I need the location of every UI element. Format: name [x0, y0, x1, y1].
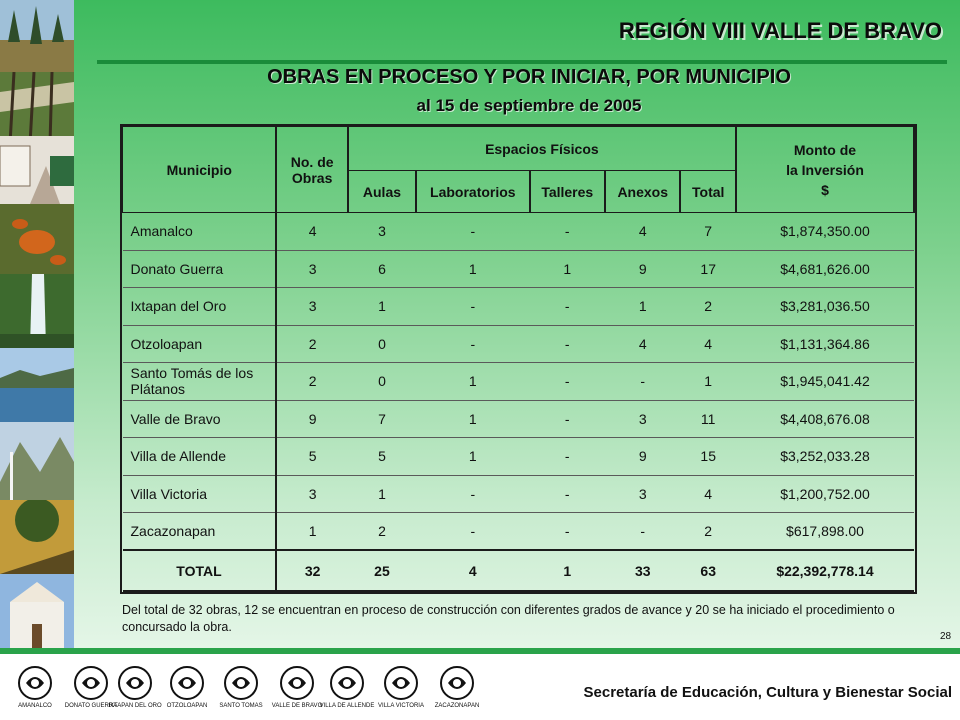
table-row — [123, 250, 915, 288]
table-cell-labs: 1 — [416, 400, 529, 438]
table-cell-anexos: 4 — [605, 325, 680, 363]
total-row — [123, 550, 915, 591]
table-cell-obras: 3 — [276, 288, 347, 326]
table-cell-total: 15 — [680, 438, 736, 476]
header-laboratorios: Laboratorios — [416, 171, 529, 213]
table-cell-labs: 1 — [416, 250, 529, 288]
region-title: REGIÓN VIII VALLE DE BRAVO — [618, 18, 942, 43]
total-cell-labs: 4 — [416, 550, 529, 591]
table-cell-talleres: - — [530, 325, 605, 363]
municipio-label: AMANALCO — [18, 703, 52, 709]
table-cell-aulas: 2 — [348, 513, 416, 551]
header-monto-line3: $ — [821, 181, 829, 198]
table-cell-obras: 3 — [276, 250, 347, 288]
total-cell-total: 63 — [680, 550, 736, 591]
municipio-glyph-icon — [220, 663, 262, 701]
municipio-label: ZACAZONAPAN — [434, 703, 480, 709]
table-cell-talleres: - — [530, 400, 605, 438]
table-cell-total: 2 — [680, 288, 736, 326]
table-cell-anexos: 9 — [605, 250, 680, 288]
municipio-label: VILLA DE ALLENDE — [319, 703, 375, 709]
table-cell-monto: $4,681,626.00 — [736, 250, 914, 288]
municipio-label: DONATO GUERRA — [64, 703, 118, 709]
total-cell-obras: 32 — [276, 550, 347, 591]
table-cell-aulas: 6 — [348, 250, 416, 288]
municipio-glyph-icon — [436, 663, 478, 701]
table-cell-monto: $3,252,033.28 — [736, 438, 914, 476]
municipio-label: VALLE DE BRAVO — [271, 703, 323, 709]
municipio-glyph-icon — [14, 663, 56, 701]
table-cell-obras: 4 — [276, 213, 347, 251]
table-cell-talleres: - — [530, 513, 605, 551]
table-cell-total: 17 — [680, 250, 736, 288]
table-cell-aulas: 0 — [348, 363, 416, 401]
table-cell-talleres: - — [530, 438, 605, 476]
table-cell-municipio: Santo Tomás de los Plátanos — [123, 363, 277, 401]
table-cell-labs: - — [416, 288, 529, 326]
total-cell-aulas: 25 — [348, 550, 416, 591]
table-cell-monto: $1,874,350.00 — [736, 213, 914, 251]
table-cell-monto: $617,898.00 — [736, 513, 914, 551]
municipio-glyph-icon — [114, 663, 156, 701]
table-cell-aulas: 7 — [348, 400, 416, 438]
municipio-glyph-icon — [276, 663, 318, 701]
table-cell-talleres: - — [530, 288, 605, 326]
table-row — [123, 513, 915, 551]
table-cell-municipio: Amanalco — [123, 213, 277, 251]
header-municipio: Municipio — [123, 127, 277, 213]
header-aulas: Aulas — [348, 171, 416, 213]
table-cell-municipio: Ixtapan del Oro — [123, 288, 277, 326]
total-cell-municipio: TOTAL — [123, 550, 277, 591]
header-anexos: Anexos — [605, 171, 680, 213]
table-cell-obras: 9 — [276, 400, 347, 438]
secretaria-label: Secretaría de Educación, Cultura y Bienestar Social — [583, 684, 952, 701]
photo-street — [0, 136, 74, 204]
table-cell-municipio: Villa de Allende — [123, 438, 277, 476]
table-cell-labs: 1 — [416, 438, 529, 476]
table-row — [123, 213, 915, 251]
table-cell-municipio: Donato Guerra — [123, 250, 277, 288]
header-rule — [97, 60, 947, 64]
table-cell-obras: 2 — [276, 325, 347, 363]
municipio-label: VILLA VICTORIA — [378, 703, 424, 709]
table-cell-obras: 3 — [276, 475, 347, 513]
table-cell-anexos: - — [605, 363, 680, 401]
table-cell-labs: - — [416, 325, 529, 363]
municipio-glyph-icon — [166, 663, 208, 701]
header-monto — [736, 127, 914, 213]
table-cell-municipio: Villa Victoria — [123, 475, 277, 513]
page-title: OBRAS EN PROCESO Y POR INICIAR, POR MUNICIPIO — [267, 66, 791, 88]
total-cell-monto: $22,392,778.14 — [736, 550, 914, 591]
municipio-label: SANTO TOMAS — [219, 703, 263, 709]
table-cell-anexos: 4 — [605, 213, 680, 251]
table-cell-total: 4 — [680, 475, 736, 513]
header-total: Total — [680, 171, 736, 213]
header-espacios: Espacios Físicos — [348, 127, 736, 171]
obras-table — [122, 126, 915, 592]
municipio-glyph-icon — [380, 663, 422, 701]
table-row — [123, 400, 915, 438]
table-cell-anexos: 3 — [605, 400, 680, 438]
table-cell-total: 2 — [680, 513, 736, 551]
table-cell-municipio: Zacazonapan — [123, 513, 277, 551]
table-cell-labs: - — [416, 475, 529, 513]
page-subtitle: al 15 de septiembre de 2005 — [416, 96, 642, 115]
page-number: 28 — [940, 631, 952, 642]
header-obras: No. de Obras — [276, 127, 347, 213]
table-cell-obras: 1 — [276, 513, 347, 551]
photo-trees-field — [0, 0, 74, 72]
table-cell-labs: - — [416, 213, 529, 251]
table-cell-aulas: 1 — [348, 288, 416, 326]
table-cell-total: 11 — [680, 400, 736, 438]
photo-waterfall — [0, 274, 74, 348]
municipio-glyph-icon — [326, 663, 368, 701]
table-row — [123, 438, 915, 476]
table-cell-municipio: Valle de Bravo — [123, 400, 277, 438]
table-cell-obras: 2 — [276, 363, 347, 401]
table-cell-total: 4 — [680, 325, 736, 363]
photo-trees-shadow — [0, 500, 74, 574]
header-monto-line2: la Inversión — [786, 161, 864, 178]
table-cell-anexos: 1 — [605, 288, 680, 326]
table-cell-talleres: 1 — [530, 250, 605, 288]
municipio-label: IXTAPAN DEL ORO — [108, 703, 162, 709]
photo-forest — [0, 72, 74, 144]
photo-mountains — [0, 422, 74, 500]
header-monto-line1: Monto de — [793, 141, 857, 158]
table-cell-monto: $1,945,041.42 — [736, 363, 914, 401]
photo-butterflies — [0, 204, 74, 274]
table-cell-aulas: 1 — [348, 475, 416, 513]
photo-lake — [0, 348, 74, 422]
header-talleres: Talleres — [530, 171, 605, 213]
table-cell-talleres: - — [530, 475, 605, 513]
table-row — [123, 475, 915, 513]
table-cell-monto: $1,131,364.86 — [736, 325, 914, 363]
table-cell-total: 1 — [680, 363, 736, 401]
table-cell-talleres: - — [530, 363, 605, 401]
municipio-label: OTZOLOAPAN — [166, 703, 208, 709]
table-row — [123, 363, 915, 401]
table-cell-aulas: 5 — [348, 438, 416, 476]
table-cell-monto: $3,281,036.50 — [736, 288, 914, 326]
table-cell-labs: - — [416, 513, 529, 551]
total-cell-talleres: 1 — [530, 550, 605, 591]
table-cell-labs: 1 — [416, 363, 529, 401]
table-cell-talleres: - — [530, 213, 605, 251]
footnote: Del total de 32 obras, 12 se encuentran en proceso de construcción con diferentes grados de avance y 20 se ha iniciado el procedimiento o concursado la obra. — [122, 603, 895, 634]
table-cell-total: 7 — [680, 213, 736, 251]
table-row — [123, 288, 915, 326]
municipio-glyph-icon — [70, 663, 112, 701]
table-cell-anexos: 9 — [605, 438, 680, 476]
photo-church — [0, 574, 74, 648]
table-cell-municipio: Otzoloapan — [123, 325, 277, 363]
table-cell-anexos: - — [605, 513, 680, 551]
table-cell-monto: $4,408,676.08 — [736, 400, 914, 438]
table-cell-aulas: 0 — [348, 325, 416, 363]
table-cell-aulas: 3 — [348, 213, 416, 251]
table-cell-obras: 5 — [276, 438, 347, 476]
table-row — [123, 325, 915, 363]
table-cell-monto: $1,200,752.00 — [736, 475, 914, 513]
table-cell-anexos: 3 — [605, 475, 680, 513]
total-cell-anexos: 33 — [605, 550, 680, 591]
photo-strip — [0, 0, 74, 648]
